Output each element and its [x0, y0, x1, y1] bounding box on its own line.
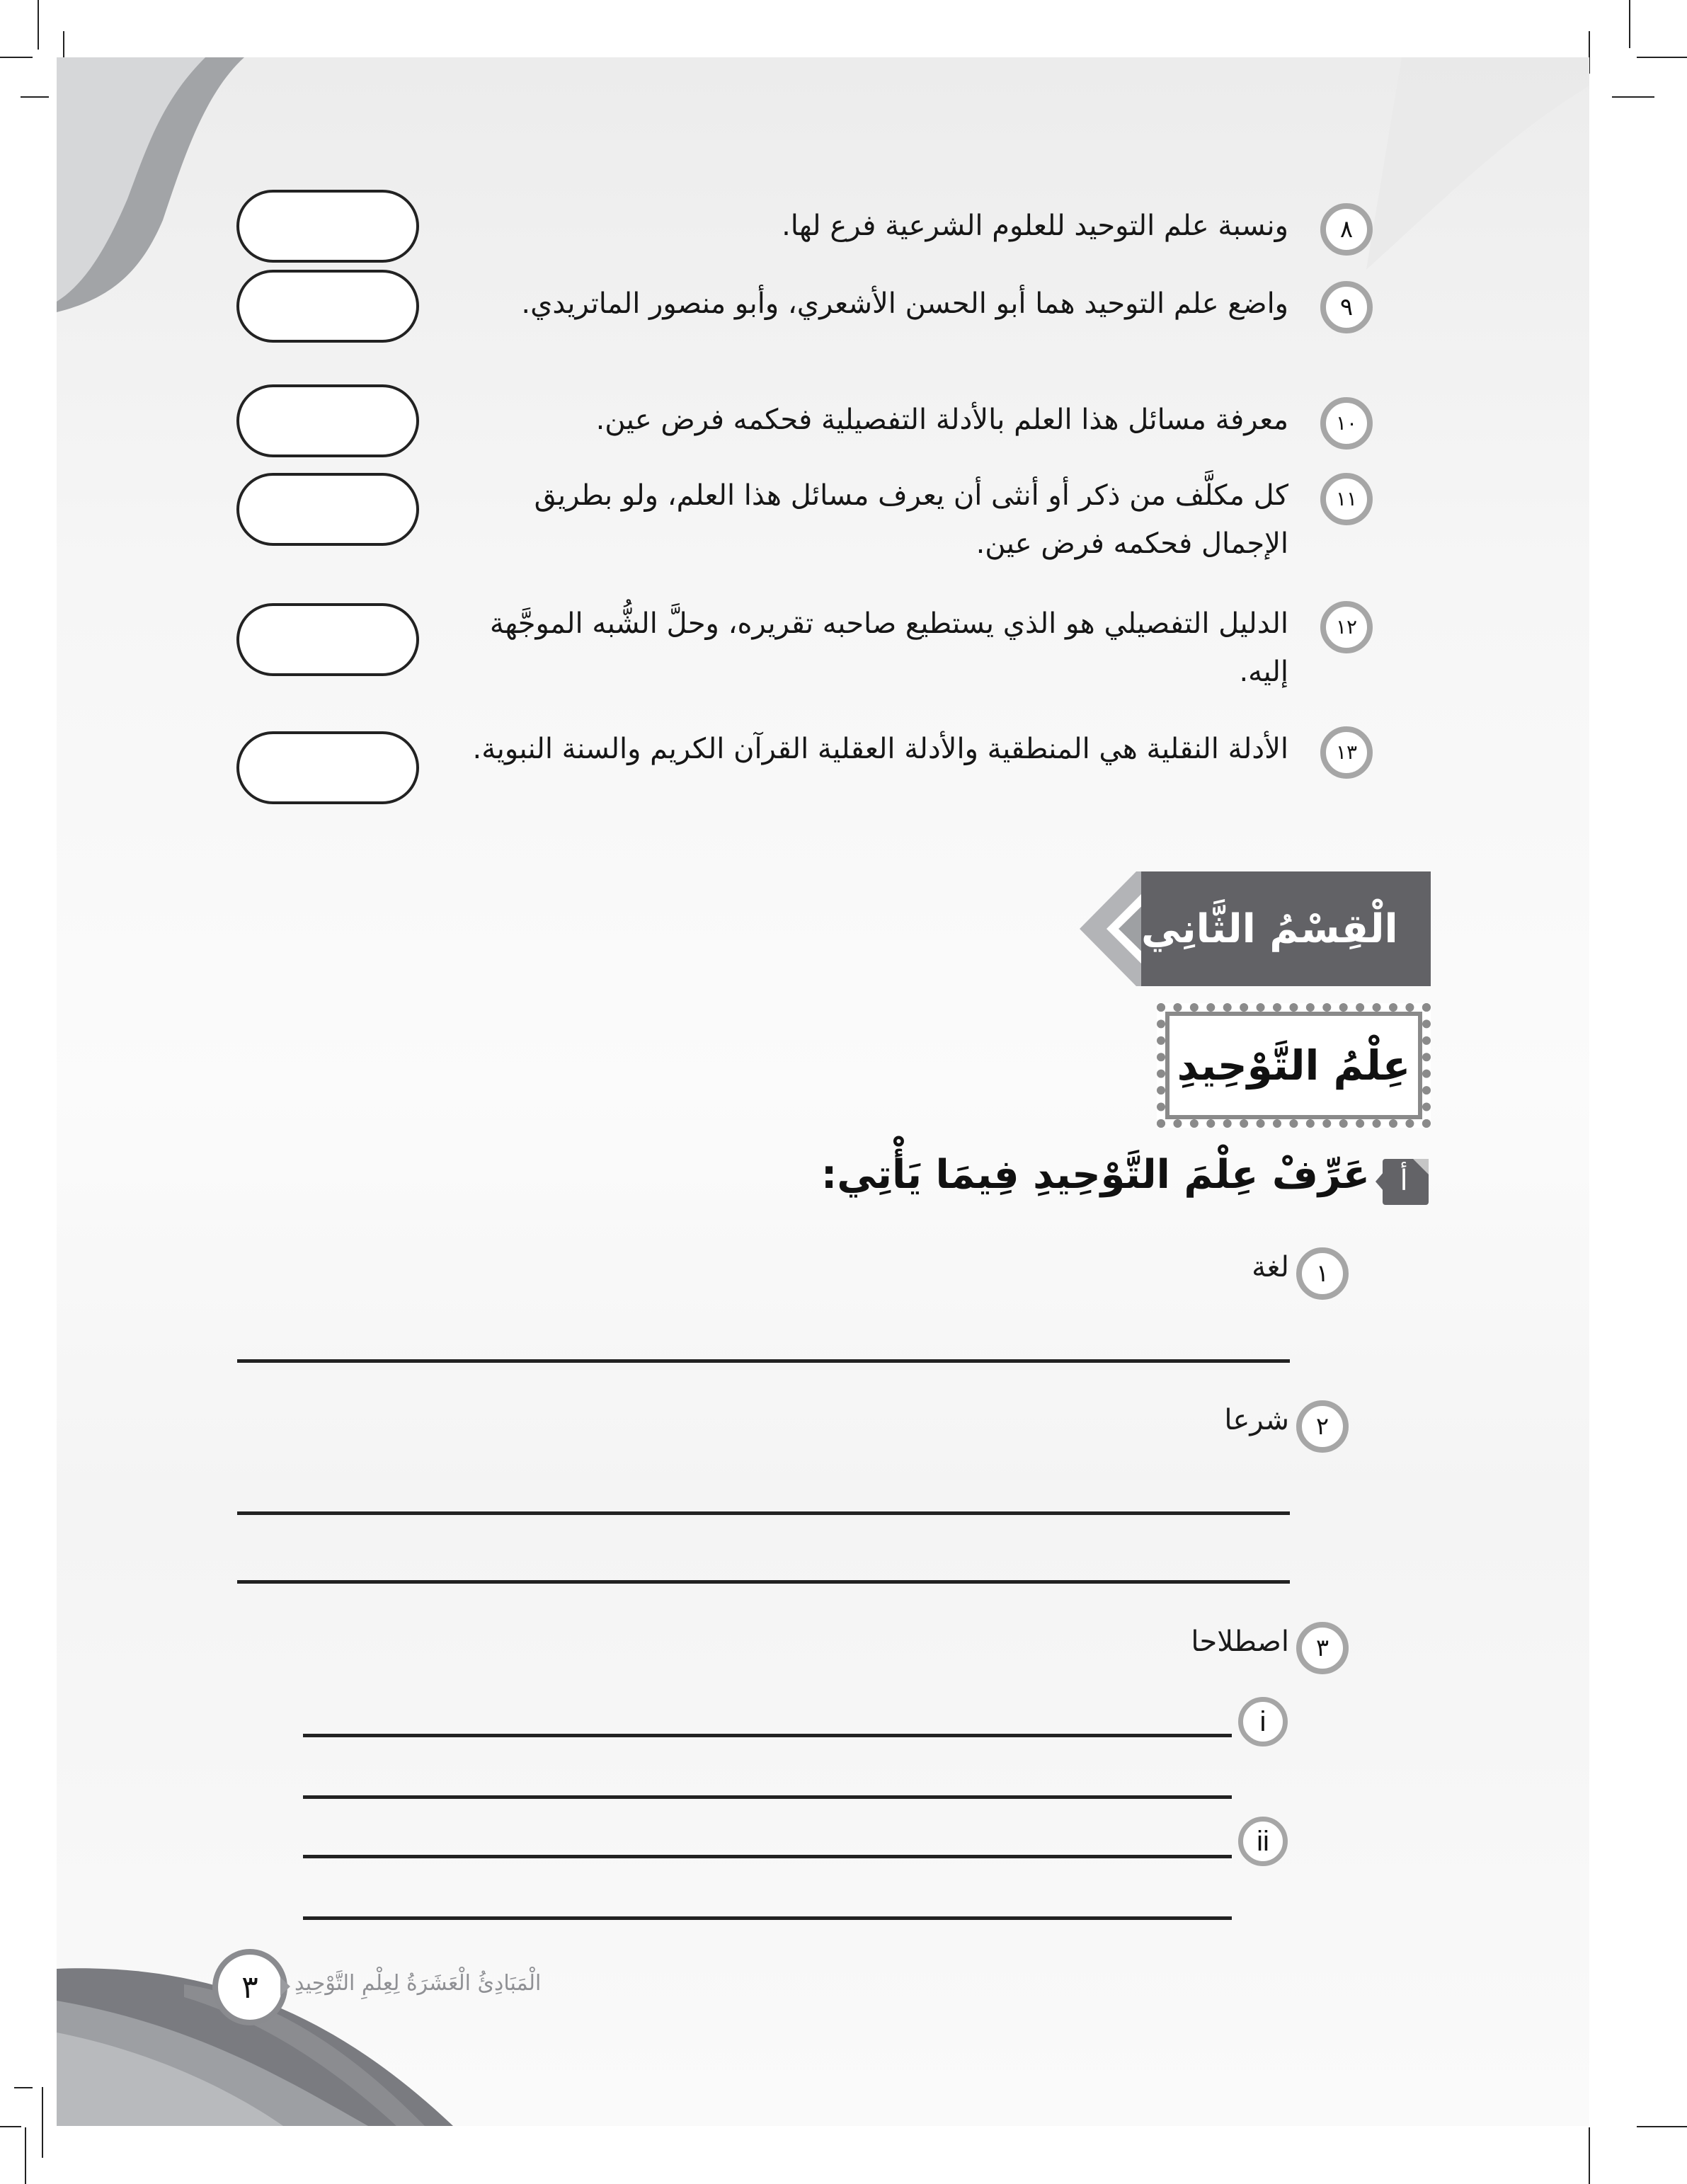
- item-number-10: ١٠: [1320, 397, 1373, 450]
- answer-line[interactable]: [303, 1795, 1232, 1799]
- answer-box-12[interactable]: [236, 603, 419, 676]
- answer-line[interactable]: [303, 1734, 1232, 1737]
- answer-box-10[interactable]: [236, 384, 419, 457]
- item-number-11: ١١: [1320, 473, 1373, 525]
- crop-mark: [14, 2087, 33, 2088]
- crop-mark: [1629, 0, 1630, 48]
- subpart-ii-label: ii: [1257, 1826, 1269, 1857]
- item-number-13: ١٣: [1320, 726, 1373, 779]
- answer-line[interactable]: [237, 1359, 1290, 1363]
- worksheet-page: [57, 57, 1589, 2126]
- section-label: الْقِسْمُ الثَّانِي: [1141, 905, 1398, 952]
- subpart-ii: [1238, 1817, 1288, 1866]
- book-title-footer: الْمَبَادِئُ الْعَشَرَةُ لِعِلْمِ التَّوْحِيدِ: [294, 1971, 542, 1996]
- item-number-9: ٩: [1320, 281, 1373, 333]
- question-badge: [1383, 1159, 1429, 1205]
- answer-line[interactable]: [303, 1855, 1232, 1858]
- answer-box-9[interactable]: [236, 270, 419, 343]
- page-number: ٣: [241, 1969, 258, 2006]
- subpart-i-label: i: [1259, 1706, 1266, 1737]
- part-number-3: ٣: [1296, 1622, 1349, 1674]
- answer-box-13[interactable]: [236, 731, 419, 804]
- crop-mark: [1612, 96, 1654, 98]
- crop-mark: [21, 96, 49, 98]
- crop-mark: [0, 57, 33, 58]
- answer-box-8[interactable]: [236, 190, 419, 263]
- crop-mark: [1637, 57, 1687, 58]
- item-number-12: ١٢: [1320, 601, 1373, 653]
- page-number-badge: [212, 1949, 287, 2025]
- answer-box-11[interactable]: [236, 473, 419, 546]
- crop-mark: [25, 2127, 26, 2184]
- page-number-arrow-icon: [280, 1977, 290, 1996]
- item-statement-10: معرفة مسائل هذا العلم بالأدلة التفصيلية فحكمه فرض عين.: [595, 404, 1288, 436]
- part-label-2: شرعا: [1224, 1404, 1289, 1436]
- item-statement-8: ونسبة علم التوحيد للعلوم الشرعية فرع لها.: [782, 210, 1288, 242]
- part-number-1: ١: [1296, 1247, 1349, 1300]
- item-number-8: ٨: [1320, 203, 1373, 256]
- question-badge-letter: أ: [1400, 1165, 1408, 1197]
- answer-line[interactable]: [237, 1580, 1290, 1584]
- part-label-3: اصطلاحا: [1191, 1625, 1289, 1658]
- answer-line[interactable]: [303, 1916, 1232, 1920]
- crop-mark: [0, 2126, 21, 2127]
- crop-mark: [1589, 2127, 1590, 2184]
- question-prompt: عَرِّفْ عِلْمَ التَّوْحِيدِ فِيمَا يَأْتِي:: [820, 1152, 1370, 1198]
- topic-title: عِلْمُ التَّوْحِيدِ: [1177, 1041, 1411, 1090]
- crop-mark: [38, 0, 39, 50]
- item-statement-13: الأدلة النقلية هي المنطقية والأدلة العقلية القرآن الكريم والسنة النبوية.: [472, 733, 1288, 765]
- crop-mark: [1637, 2126, 1687, 2127]
- item-statement-12: الدليل التفصيلي هو الذي يستطيع صاحبه تقريره، وحلَّ الشُّبه الموجَّهة إليه.: [489, 607, 1288, 688]
- item-statement-11: كل مكلَّف من ذكر أو أنثى أن يعرف مسائل هذا العلم، ولو بطريق الإجمال فحكمه فرض عين.: [534, 479, 1288, 560]
- part-number-2: ٢: [1296, 1400, 1349, 1453]
- item-statement-9: واضع علم التوحيد هما أبو الحسن الأشعري، وأبو منصور الماتريدي.: [521, 287, 1288, 320]
- answer-line[interactable]: [237, 1511, 1290, 1515]
- subpart-i: [1238, 1697, 1288, 1746]
- part-label-1: لغة: [1252, 1251, 1289, 1283]
- crop-mark: [42, 2087, 43, 2158]
